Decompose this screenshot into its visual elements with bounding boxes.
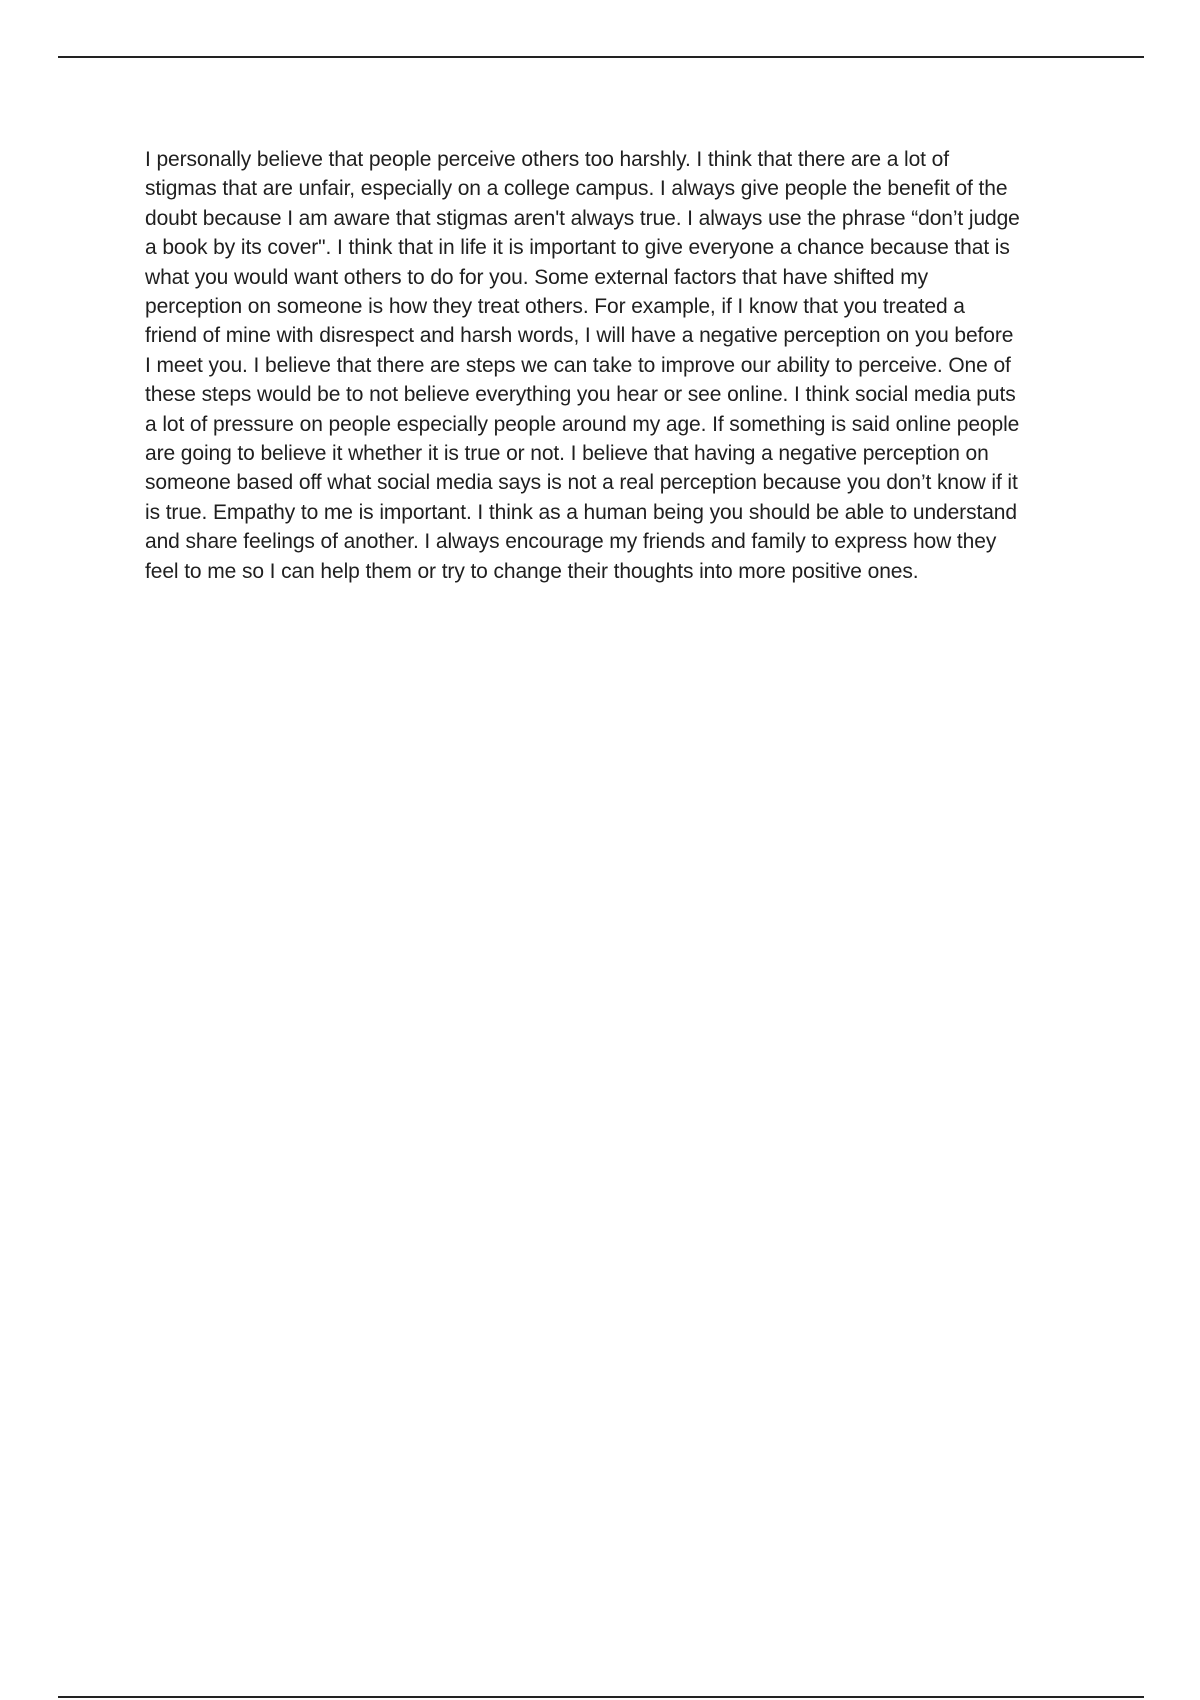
footer-rule [58, 1696, 1144, 1698]
paragraph-line: these steps would be to not believe everything you hear or see online. I think social media puts [145, 383, 1016, 407]
paragraph-line: doubt because I am aware that stigmas aren't always true. I always use the phrase “don’t judge [145, 206, 1020, 230]
paragraph-line: perception on someone is how they treat others. For example, if I know that you treated a [145, 295, 965, 319]
paragraph-line: a lot of pressure on people especially people around my age. If something is said online people [145, 412, 1020, 436]
paragraph-line: what you would want others to do for you. Some external factors that have shifted my [145, 265, 929, 289]
paragraph-line: and share feelings of another. I always encourage my friends and family to express how they [145, 530, 997, 554]
header-rule [58, 56, 1144, 58]
paragraph-line: a book by its cover". I think that in life it is important to give everyone a chance because that is [145, 236, 1010, 260]
paragraph-line: feel to me so I can help them or try to change their thoughts into more positive ones. [145, 559, 919, 583]
paragraph-line: someone based off what social media says is not a real perception because you don’t know if it [145, 471, 1018, 495]
paragraph-line: stigmas that are unfair, especially on a college campus. I always give people the benefit of the [145, 177, 1008, 201]
paragraph-line: I meet you. I believe that there are steps we can take to improve our ability to perceive. One of [145, 353, 1011, 377]
paragraph-line: is true. Empathy to me is important. I think as a human being you should be able to understand [145, 500, 1017, 524]
paragraph-line: I personally believe that people perceive others too harshly. I think that there are a lot of [145, 148, 949, 171]
paragraph-line: are going to believe it whether it is true or not. I believe that having a negative perception on [145, 442, 989, 466]
paragraph-line: friend of mine with disrespect and harsh words, I will have a negative perception on you before [145, 324, 1014, 348]
body-paragraph [145, 145, 1095, 586]
